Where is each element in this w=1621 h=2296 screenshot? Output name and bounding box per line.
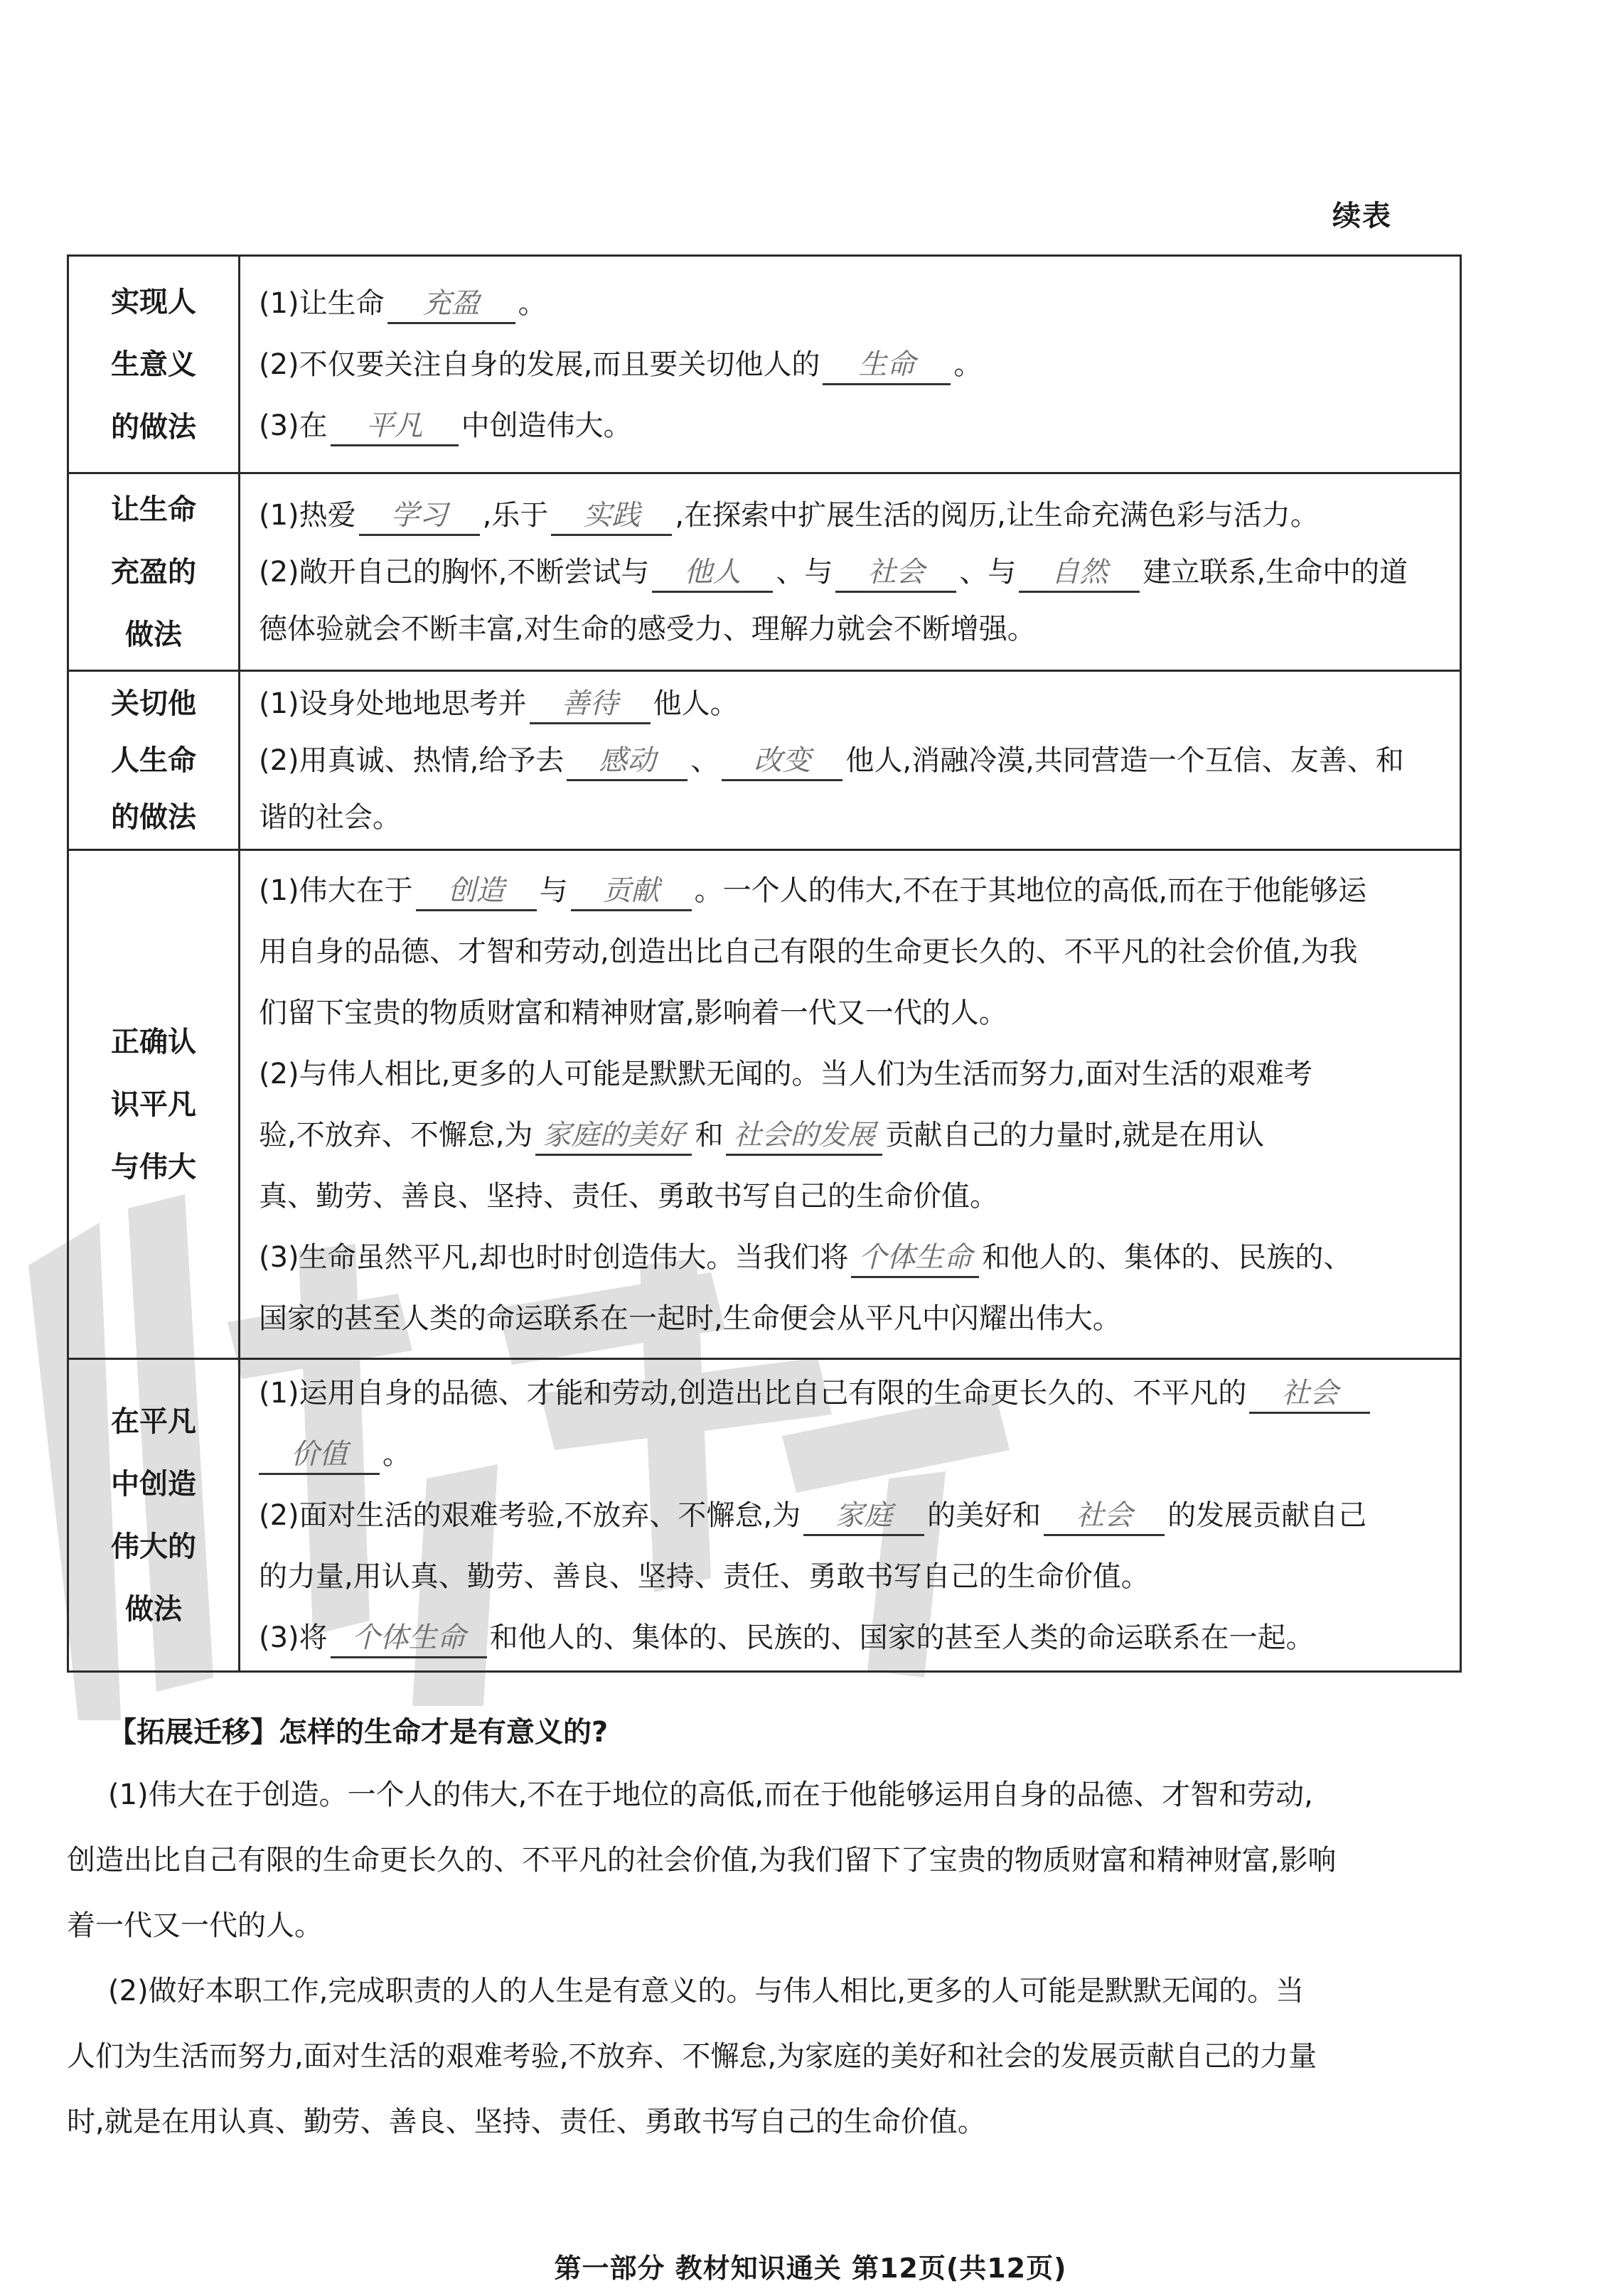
- extension-paragraph-line: 时,就是在用认真、勤劳、善良、坚持、责任、勇敢书写自己的生命价值。: [67, 2105, 986, 2138]
- item-line: (3)将 个体生命 和他人的、集体的、民族的、国家的甚至人类的命运联系在一起。: [259, 1607, 1450, 1668]
- item-line: 验,不放弃、不懈怠,为 家庭的美好 和 社会的发展 贡献自己的力量时,就是在用认: [259, 1105, 1450, 1166]
- answer-blank: 社会: [835, 554, 956, 593]
- answer-blank: 平凡: [331, 407, 459, 446]
- extension-paragraph-line: (2)做好本职工作,完成职责的人的人生是有意义的。与伟人相比,更多的人可能是默默无闻的。当: [108, 1975, 1305, 2007]
- answer-blank: 社会: [1044, 1497, 1165, 1536]
- label-line: 实现人: [111, 285, 196, 318]
- label-line: 让生命: [111, 493, 196, 526]
- answer-blank: 善待: [530, 685, 651, 724]
- item-line: (2)不仅要关注自身的发展,而且要关切他人的 生命 。: [259, 334, 1450, 395]
- extension-paragraph-line: 人们为生活而努力,面对生活的艰难考验,不放弃、不懈怠,为家庭的美好和社会的发展贡献自己的力量: [67, 2040, 1317, 2073]
- item-line: 用自身的品德、才智和劳动,创造出比自己有限的生命更长久的、不平凡的社会价值,为我: [259, 935, 1358, 968]
- item-line: (1)让生命 充盈 。: [259, 273, 1450, 334]
- answer-blank: 实践: [551, 497, 672, 536]
- answer-blank: 生命: [823, 346, 951, 385]
- item-line: (1)伟大在于 创造 与 贡献 。一个人的伟大,不在于其地位的高低,而在于他能够运: [259, 860, 1450, 921]
- label-line: 正确认: [111, 1025, 196, 1058]
- table-row: [68, 671, 1461, 850]
- extension-paragraph-line: (1)伟大在于创造。一个人的伟大,不在于地位的高低,而在于他能够运用自身的品德、才智和劳动,: [108, 1779, 1313, 1811]
- item-line: 谐的社会。: [259, 800, 401, 834]
- label-line: 与伟大: [111, 1150, 196, 1184]
- label-line: 做法: [125, 1592, 182, 1626]
- label-line: 充盈的: [111, 555, 196, 589]
- item-line: (1)运用自身的品德、才能和劳动,创造出比自己有限的生命更长久的、不平凡的 社会: [259, 1363, 1450, 1424]
- item-line: (2)面对生活的艰难考验,不放弃、不懈怠,为 家庭 的美好和 社会 的发展贡献自己: [259, 1485, 1450, 1546]
- label-line: 识平凡: [111, 1088, 196, 1121]
- answer-blank: 家庭: [803, 1497, 924, 1536]
- row-content: [240, 671, 1461, 850]
- label-line: 的做法: [111, 800, 196, 834]
- extension-section: [67, 1702, 1462, 2155]
- label-line: 关切他: [111, 687, 196, 720]
- extension-paragraph-line: 着一代又一代的人。: [67, 1909, 323, 1942]
- answer-blank: 价值: [259, 1436, 380, 1475]
- row-content: [240, 256, 1461, 473]
- item-line: (2)用真诚、热情,给予去 感动 、 改变 他人,消融冷漠,共同营造一个互信、友善、和: [259, 732, 1450, 789]
- item-line: 价值 。: [259, 1424, 1450, 1485]
- answer-blank: 充盈: [387, 285, 515, 324]
- continued-table-label: 续表: [1332, 200, 1392, 232]
- answer-blank: 自然: [1019, 554, 1140, 593]
- knowledge-table: [67, 254, 1462, 1673]
- label-line: 在平凡: [111, 1405, 196, 1438]
- item-line: 真、勤劳、善良、坚持、责任、勇敢书写自己的生命价值。: [259, 1179, 998, 1213]
- table-row: [68, 1359, 1461, 1672]
- label-line: 做法: [125, 618, 182, 651]
- answer-blank: 他人: [652, 554, 773, 593]
- label-line: 人生命: [111, 744, 196, 777]
- row-label: [68, 671, 240, 850]
- item-line: 国家的甚至人类的命运联系在一起时,生命便会从平凡中闪耀出伟大。: [259, 1302, 1121, 1335]
- item-line: (2)敞开自己的胸怀,不断尝试与 他人 、与 社会 、与 自然 建立联系,生命中的道: [259, 544, 1450, 601]
- answer-blank: 创造: [416, 872, 537, 911]
- answer-blank: 个体生命: [331, 1619, 487, 1658]
- label-line: 生意义: [111, 348, 196, 381]
- row-label: [68, 1359, 240, 1672]
- answer-blank: 个体生命: [851, 1239, 979, 1278]
- extension-heading: 【拓展迁移】怎样的生命才是有意义的?: [108, 1716, 609, 1749]
- row-content: [240, 473, 1461, 671]
- row-label: [68, 473, 240, 671]
- item-line: 的力量,用认真、勤劳、善良、坚持、责任、勇敢书写自己的生命价值。: [259, 1560, 1150, 1593]
- answer-blank: 社会的发展: [726, 1117, 882, 1156]
- label-line: 的做法: [111, 410, 196, 444]
- item-line: 们留下宝贵的物质财富和精神财富,影响着一代又一代的人。: [259, 996, 1007, 1029]
- label-line: 中创造: [111, 1467, 196, 1501]
- row-content: [240, 1359, 1461, 1672]
- page-footer: 第一部分 教材知识通关 第12页(共12页): [554, 2253, 1067, 2284]
- row-content: [240, 850, 1461, 1359]
- answer-blank: 感动: [567, 742, 688, 781]
- item-line: (1)设身处地地思考并 善待 他人。: [259, 675, 1450, 732]
- row-label: [68, 256, 240, 473]
- item-line: (2)与伟人相比,更多的人可能是默默无闻的。当人们为生活而努力,面对生活的艰难考: [259, 1057, 1313, 1090]
- answer-blank: 社会: [1249, 1375, 1370, 1414]
- answer-blank: 贡献: [571, 872, 692, 911]
- row-label: [68, 850, 240, 1359]
- answer-blank: 改变: [722, 742, 842, 781]
- table-row: [68, 256, 1461, 473]
- answer-blank: 家庭的美好: [535, 1117, 692, 1156]
- table-row: [68, 473, 1461, 671]
- label-line: 伟大的: [111, 1530, 196, 1563]
- table-row: [68, 850, 1461, 1359]
- answer-blank: 学习: [359, 497, 480, 536]
- item-line: (3)在 平凡 中创造伟大。: [259, 395, 1450, 456]
- extension-paragraph-line: 创造出比自己有限的生命更长久的、不平凡的社会价值,为我们留下了宝贵的物质财富和精神财富,影响: [67, 1844, 1337, 1877]
- item-line: (1)热爱 学习 ,乐于 实践 ,在探索中扩展生活的阅历,让生命充满色彩与活力。: [259, 487, 1450, 544]
- item-line: 德体验就会不断丰富,对生命的感受力、理解力就会不断增强。: [259, 612, 1036, 645]
- item-line: (3)生命虽然平凡,却也时时创造伟大。当我们将 个体生命 和他人的、集体的、民族的、: [259, 1227, 1450, 1288]
